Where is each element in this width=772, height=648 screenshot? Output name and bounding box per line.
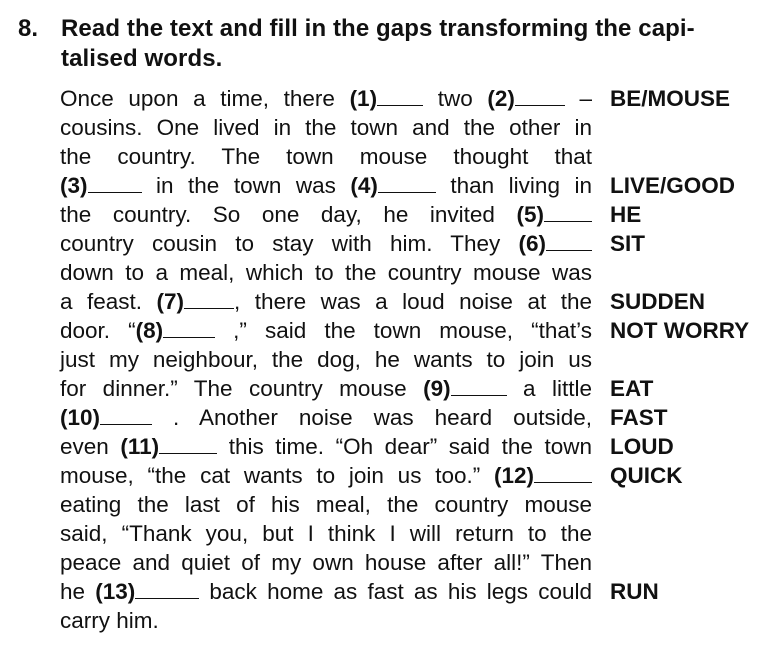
text-row (60, 432, 766, 461)
passage-line (60, 606, 592, 635)
passage-line (60, 113, 592, 142)
passage-text: said, “Thank you, but I think I will return to the (60, 521, 592, 546)
gap-number: (6) (518, 231, 546, 256)
gap-number: (4) (350, 173, 378, 198)
gap-number: (13) (95, 579, 136, 604)
passage-text: he (60, 579, 96, 604)
gap-blank[interactable] (378, 173, 436, 193)
text-row (60, 229, 766, 258)
text-row (60, 142, 766, 171)
capitalised-word: HE (610, 202, 642, 227)
passage-line (60, 490, 592, 519)
passage-text: even (60, 434, 121, 459)
gap-blank[interactable] (544, 202, 592, 222)
text-row (60, 171, 766, 200)
text-row (60, 287, 766, 316)
passage-text: in the town was (141, 173, 351, 198)
capitalised-word: BE/MOUSE (610, 86, 731, 111)
text-row (60, 577, 766, 606)
gap-blank[interactable] (546, 231, 592, 251)
passage-line (60, 519, 592, 548)
passage-line (60, 229, 592, 258)
passage-text: cousins. One lived in the town and the other in (60, 115, 592, 140)
passage-line (60, 258, 592, 287)
passage-line (60, 577, 592, 606)
capitalised-word: QUICK (610, 463, 683, 488)
gap-blank[interactable] (534, 463, 592, 483)
gap-number: (11) (120, 434, 160, 459)
passage-line (60, 142, 592, 171)
capitalised-word: RUN (610, 579, 659, 604)
gap-number: (12) (493, 463, 534, 488)
passage-text: back home as fast as his legs could (199, 579, 592, 604)
passage-text: the country. The town mouse thought that (60, 144, 592, 169)
passage-text: door. “ (60, 318, 136, 343)
passage-line (60, 171, 592, 200)
text-row (60, 548, 766, 577)
gap-number: (2) (487, 86, 515, 111)
gap-blank[interactable] (451, 376, 507, 396)
passage-text: for dinner.” The country mouse (60, 376, 424, 401)
passage-text: just my neighbour, the dog, he wants to join us (60, 347, 592, 372)
text-row (60, 490, 766, 519)
passage-line (60, 403, 592, 432)
gap-blank[interactable] (88, 173, 142, 193)
capitalised-word: SUDDEN (610, 289, 706, 314)
capitalised-word: NOT WORRY (610, 318, 750, 343)
task-number: 8. (18, 15, 39, 42)
passage-text: down to a meal, which to the country mouse was (60, 260, 592, 285)
passage-line (60, 316, 592, 345)
passage-text: eating the last of his meal, the country mouse (60, 492, 592, 517)
passage-text: peace and quiet of my own house after all!” Then (60, 550, 592, 575)
gap-blank[interactable] (377, 86, 423, 106)
task-instruction: Read the text and fill in the gaps transforming the capi-talised words. (61, 15, 695, 72)
gap-blank[interactable] (163, 318, 215, 338)
passage-text: – (564, 86, 592, 111)
capitalised-word: EAT (610, 376, 654, 401)
passage-text: mouse, “the cat wants to join us too.” (60, 463, 494, 488)
gap-number: (1) (349, 86, 378, 111)
gap-blank[interactable] (515, 86, 565, 106)
capitalised-word: FAST (610, 405, 668, 430)
passage-text: country cousin to stay with him. They (60, 231, 519, 256)
text-row (60, 258, 766, 287)
capitalised-word: SIT (610, 231, 646, 256)
passage-line (60, 345, 592, 374)
passage-text: Once upon a time, there (60, 86, 350, 111)
text-row (60, 316, 766, 345)
text-row (60, 519, 766, 548)
passage-line (60, 548, 592, 577)
passage-text: this time. “Oh dear” said the town (217, 434, 592, 459)
passage-text: a feast. (60, 289, 157, 314)
gap-blank[interactable] (184, 289, 234, 309)
text-row (60, 113, 766, 142)
passage-text: the country. So one day, he invited (60, 202, 517, 227)
passage-line (60, 84, 592, 113)
text-row (60, 84, 766, 113)
capitalised-word: LIVE/GOOD (610, 173, 736, 198)
text-row (60, 606, 766, 635)
passage-text: carry him. (60, 608, 159, 633)
passage-text: , there was a loud noise at the (234, 289, 592, 314)
gap-number: (5) (516, 202, 544, 227)
text-row (60, 345, 766, 374)
passage-text: . Another noise was heard outside, (152, 405, 592, 430)
passage-line (60, 461, 592, 490)
gap-blank[interactable] (100, 405, 152, 425)
gap-number: (7) (156, 289, 185, 314)
text-row (60, 374, 766, 403)
passage-line (60, 287, 592, 316)
capitalised-word: LOUD (610, 434, 674, 459)
gap-blank[interactable] (135, 579, 199, 599)
gap-number: (8) (135, 318, 164, 343)
gap-number: (9) (423, 376, 451, 401)
gap-number: (10) (60, 405, 101, 430)
passage-text: a little (506, 376, 593, 401)
passage-text: ,” said the town mouse, “that’s (215, 318, 592, 343)
passage-text: than living in (435, 173, 592, 198)
text-row (60, 461, 766, 490)
text-row (60, 200, 766, 229)
passage-line (60, 200, 592, 229)
text-row (60, 403, 766, 432)
passage-text: two (423, 86, 488, 111)
exercise-text (60, 84, 766, 635)
gap-number: (3) (60, 173, 88, 198)
gap-blank[interactable] (159, 434, 217, 454)
passage-line (60, 374, 592, 403)
passage-line (60, 432, 592, 461)
